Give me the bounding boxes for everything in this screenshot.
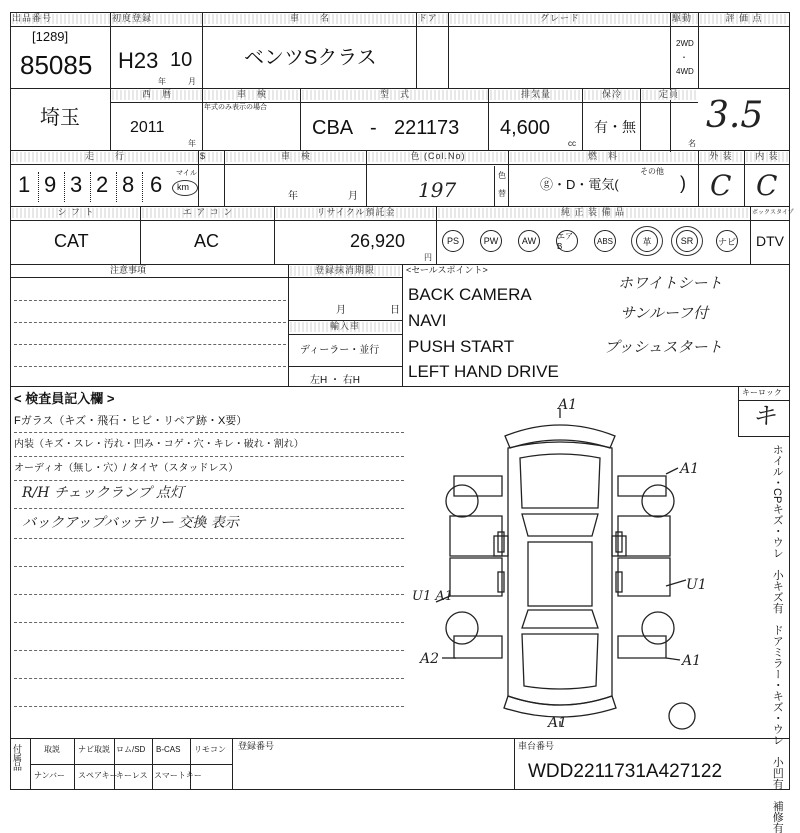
recycle-fee: 26,920	[350, 231, 406, 251]
model-prefix: CBA	[312, 117, 354, 139]
side-legend: ホイル・CPキズ・ウレ 小キズ有 ドアミラー・キズ・ウレ 小凹有 補修有	[771, 444, 784, 833]
accessories-label: 付属品	[12, 744, 22, 771]
cooling-label: 保冷	[584, 90, 640, 100]
accessory-item: リモコン	[194, 745, 226, 754]
shaken-year-unit: 年	[288, 191, 298, 202]
car-name-label: 車 名	[204, 14, 416, 24]
handwritten-note: プッシュスタート	[604, 338, 723, 356]
exterior-grade: C	[710, 169, 732, 202]
equip-navi: ナビ	[716, 230, 738, 252]
month-unit: 月	[188, 77, 196, 86]
equip-leather: 革	[636, 230, 658, 252]
inspector-note: バックアップバッテリー 交換 表示	[22, 515, 239, 531]
shift-value: CAT	[54, 231, 89, 251]
mileage-digit: 6	[150, 172, 163, 197]
dealer-label: ディーラー・並行	[300, 345, 380, 356]
car-name: ベンツSクラス	[244, 47, 377, 69]
equip-pw: PW	[480, 230, 502, 252]
equip-aw: AW	[518, 230, 540, 252]
shaken-label: 車 検	[204, 90, 300, 100]
grade-label: グレード	[450, 14, 670, 24]
reg-expiry-label: 登録抹消期限	[290, 266, 400, 276]
color-code: 197	[418, 178, 457, 202]
score-value: 3.5	[706, 95, 764, 136]
drive-label: 駆動	[672, 14, 698, 24]
key-lock-value: キ	[752, 402, 776, 430]
interior-label: 内 装	[746, 152, 788, 162]
equipment-label: 純 正 装 備 品	[438, 208, 748, 218]
lot-number-label: 出品番号	[12, 14, 110, 24]
accessory-item: ロム/SD	[116, 745, 146, 754]
capacity-unit: 名	[688, 139, 696, 148]
mileage-digit: 1	[18, 172, 31, 197]
equip-sr: SR	[676, 230, 698, 252]
damage-mark: A1	[682, 653, 702, 669]
accessory-item: スマートキー	[154, 771, 202, 780]
sales-point: NAVI	[408, 311, 447, 330]
color-change-label-2: 替	[498, 189, 506, 198]
shaken-label-2: 車 検	[226, 152, 366, 162]
interior-grade: C	[756, 169, 778, 202]
model-dash: -	[370, 117, 377, 139]
caution-label: 注意事項	[110, 265, 147, 275]
equip-airbag: エアB	[556, 230, 578, 252]
model-code: 221173	[394, 117, 460, 139]
year-unit: 年	[158, 77, 166, 86]
mileage-digit: 9	[44, 172, 57, 197]
accessory-item: キーレス	[116, 771, 148, 780]
damage-mark: A1	[548, 715, 568, 731]
mileage-digit: 2	[96, 172, 109, 197]
lot-bracket: [1289]	[32, 29, 69, 44]
first-registration-label: 初度登録	[112, 14, 202, 24]
mileage-label: 走 行	[12, 152, 198, 162]
door-label: ドア	[418, 14, 448, 24]
handwritten-note: サンルーフ付	[620, 304, 709, 322]
drive-2wd: 2WD	[676, 39, 694, 48]
equip-dtv: DTV	[756, 233, 784, 249]
interior-condition-line: 内装（キズ・スレ・汚れ・凹み・コゲ・穴・キレ・破れ・割れ）	[14, 439, 304, 450]
leather-circled-mark	[631, 226, 663, 256]
fuel-options: ⓖ・D・電気(	[540, 177, 619, 192]
shaken-note: 年式のみ表示の場合	[204, 104, 267, 111]
model-year-unit: 年	[188, 139, 196, 148]
western-year-label: 西 暦	[112, 90, 202, 100]
fuel-other: その他	[640, 167, 664, 176]
lot-number: 85085	[20, 50, 93, 80]
model-label: 型 式	[302, 90, 488, 100]
fuel-close: )	[680, 173, 686, 193]
model-year: 2011	[130, 119, 165, 136]
equip-abs: ABS	[594, 230, 616, 252]
sales-point: LEFT HAND DRIVE	[408, 362, 559, 381]
import-label: 輸入車	[290, 322, 400, 332]
handle-label: 左H ・ 右H	[310, 375, 360, 386]
drive-dot: ・	[680, 53, 688, 62]
reg-month-label: 月	[336, 305, 346, 316]
mileage-digit: 3	[70, 172, 83, 197]
car-damage-diagram	[410, 396, 730, 736]
accessory-item: 取説	[44, 745, 60, 754]
ac-label: エ ア コ ン	[142, 208, 274, 218]
damage-mark: U1 A1	[412, 589, 454, 604]
sales-point: PUSH START	[408, 337, 515, 356]
color-label: 色 (Col.No)	[368, 152, 508, 162]
sales-point-label: <セールスポイント>	[406, 265, 488, 275]
damage-mark: A2	[420, 651, 440, 667]
sales-point: BACK CAMERA	[408, 285, 532, 304]
accessory-item: スペアキー	[78, 771, 118, 780]
color-change-label-1: 色	[498, 171, 506, 180]
first-reg-era: H23	[118, 48, 159, 73]
box-label: ボックスタイプ	[752, 210, 794, 216]
displacement: 4,600	[500, 117, 551, 139]
score-label: 評 価 点	[700, 14, 788, 24]
reg-number-label: 登録番号	[238, 741, 275, 751]
shaken-month-unit: 月	[348, 191, 358, 202]
damage-mark: U1	[686, 577, 707, 593]
cc-unit: cc	[568, 139, 576, 148]
ac-value: AC	[194, 231, 220, 251]
equip-ps: PS	[442, 230, 464, 252]
replaced-label: $	[200, 152, 224, 162]
accessory-item: B-CAS	[156, 745, 181, 754]
shift-label: シ フ ト	[12, 208, 140, 218]
reg-day-label: 日	[390, 305, 400, 316]
yen-unit: 円	[424, 253, 432, 262]
key-lock-label: キーロック	[742, 388, 782, 397]
handwritten-note: ホワイトシート	[618, 274, 723, 292]
mile-unit: マイル	[176, 170, 197, 177]
recycle-label: リサイクル預託金	[276, 208, 436, 218]
damage-mark: A1	[558, 397, 578, 413]
damage-mark: A1	[680, 461, 700, 477]
vin-label: 車台番号	[518, 741, 555, 751]
region: 埼玉	[40, 107, 80, 129]
displacement-label: 排気量	[490, 90, 582, 100]
accessory-item: ナンバー	[34, 771, 66, 780]
inspector-note: R/H チェックランプ 点灯	[22, 485, 184, 501]
capacity-label: 定員	[642, 90, 696, 100]
fuel-label: 燃 料	[510, 152, 696, 162]
audio-tire-line: オーディオ（無し・穴）/ タイヤ（スタッドレス）	[14, 463, 239, 474]
vin-value: WDD2211731A427122	[528, 761, 723, 782]
first-reg-month: 10	[170, 49, 193, 71]
inspection-title: < 検査員記入欄 >	[14, 391, 115, 406]
glass-line: Fガラス（キズ・飛石・ヒビ・リペア跡・X要）	[14, 415, 248, 427]
km-unit: km	[177, 182, 189, 192]
exterior-label: 外 装	[700, 152, 742, 162]
sunroof-circled-mark	[671, 226, 703, 256]
accessory-item: ナビ取説	[78, 745, 110, 754]
drive-4wd: 4WD	[676, 67, 694, 76]
cooling-value: 有・無	[594, 119, 636, 135]
mileage-digit: 8	[122, 172, 135, 197]
